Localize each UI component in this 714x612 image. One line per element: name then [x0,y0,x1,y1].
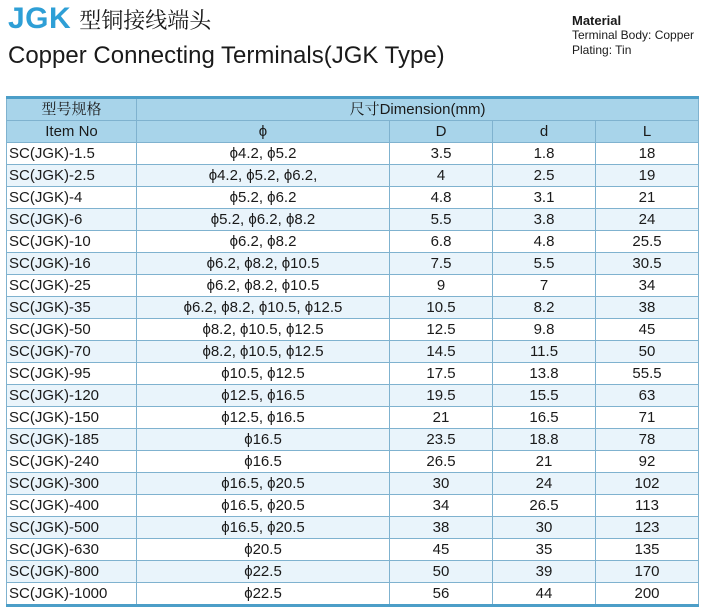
table-row [7,495,699,517]
dimension-header: 尺寸Dimension(mm) [137,98,699,121]
item-cell: SC(JGK)-10 [7,231,137,253]
d-inner-cell: 9.8 [493,319,596,341]
table-row [7,473,699,495]
phi-cell: ϕ6.2, ϕ8.2 [137,231,390,253]
d-outer-cell: 45 [390,539,493,561]
length-cell: 19 [596,165,699,187]
d-inner-cell: 11.5 [493,341,596,363]
item-cell: SC(JGK)-16 [7,253,137,275]
item-cell: SC(JGK)-800 [7,561,137,583]
table-row [7,165,699,187]
d-outer-cell: 34 [390,495,493,517]
phi-cell: ϕ22.5 [137,583,390,606]
length-cell: 21 [596,187,699,209]
item-cell: SC(JGK)-95 [7,363,137,385]
brand-title: JGK [8,2,72,35]
length-cell: 135 [596,539,699,561]
item-header-cn: 型号规格 [7,98,137,121]
table-row [7,451,699,473]
d-inner-cell: 26.5 [493,495,596,517]
d-inner-cell: 13.8 [493,363,596,385]
d-inner-cell: 7 [493,275,596,297]
d-inner-cell: 5.5 [493,253,596,275]
phi-cell: ϕ5.2, ϕ6.2 [137,187,390,209]
d-outer-cell: 5.5 [390,209,493,231]
d-inner-cell: 4.8 [493,231,596,253]
item-cell: SC(JGK)-120 [7,385,137,407]
d-outer-cell: 56 [390,583,493,606]
d-outer-cell: 6.8 [390,231,493,253]
table-row [7,517,699,539]
chinese-title: 型铜接线端头 [79,8,212,33]
d-outer-cell: 30 [390,473,493,495]
d-outer-cell: 21 [390,407,493,429]
d-inner-header: d [493,121,596,143]
d-inner-cell: 1.8 [493,143,596,165]
table-row [7,341,699,363]
item-cell: SC(JGK)-150 [7,407,137,429]
length-cell: 170 [596,561,699,583]
table-row [7,143,699,165]
table-row [7,561,699,583]
table-row [7,583,699,606]
phi-cell: ϕ8.2, ϕ10.5, ϕ12.5 [137,319,390,341]
phi-cell: ϕ12.5, ϕ16.5 [137,385,390,407]
length-cell: 24 [596,209,699,231]
page-title [8,2,211,38]
phi-cell: ϕ4.2, ϕ5.2 [137,143,390,165]
table-row [7,275,699,297]
item-cell: SC(JGK)-240 [7,451,137,473]
d-inner-cell: 39 [493,561,596,583]
phi-cell: ϕ20.5 [137,539,390,561]
d-inner-cell: 16.5 [493,407,596,429]
table-row [7,253,699,275]
item-cell: SC(JGK)-6 [7,209,137,231]
material-heading: Material [572,13,622,28]
length-header: L [596,121,699,143]
spec-table [6,96,699,607]
item-header-en: Item No [7,121,137,143]
phi-cell: ϕ6.2, ϕ8.2, ϕ10.5 [137,253,390,275]
d-inner-cell: 3.1 [493,187,596,209]
item-cell: SC(JGK)-185 [7,429,137,451]
d-inner-cell: 15.5 [493,385,596,407]
phi-cell: ϕ16.5, ϕ20.5 [137,517,390,539]
d-outer-cell: 4.8 [390,187,493,209]
phi-cell: ϕ12.5, ϕ16.5 [137,407,390,429]
d-outer-cell: 3.5 [390,143,493,165]
length-cell: 200 [596,583,699,606]
length-cell: 45 [596,319,699,341]
item-cell: SC(JGK)-500 [7,517,137,539]
phi-cell: ϕ5.2, ϕ6.2, ϕ8.2 [137,209,390,231]
item-cell: SC(JGK)-4 [7,187,137,209]
material-plating: Plating: Tin [572,43,632,57]
d-inner-cell: 35 [493,539,596,561]
table-row [7,187,699,209]
english-subtitle: Copper Connecting Terminals(JGK Type) [8,42,445,69]
d-outer-cell: 10.5 [390,297,493,319]
d-inner-cell: 8.2 [493,297,596,319]
d-outer-cell: 4 [390,165,493,187]
length-cell: 102 [596,473,699,495]
phi-cell: ϕ16.5, ϕ20.5 [137,495,390,517]
item-cell: SC(JGK)-25 [7,275,137,297]
d-outer-cell: 23.5 [390,429,493,451]
d-outer-cell: 26.5 [390,451,493,473]
length-cell: 113 [596,495,699,517]
d-inner-cell: 44 [493,583,596,606]
length-cell: 123 [596,517,699,539]
item-cell: SC(JGK)-50 [7,319,137,341]
d-inner-cell: 18.8 [493,429,596,451]
spec-table-body [7,143,699,606]
d-outer-cell: 38 [390,517,493,539]
d-outer-cell: 9 [390,275,493,297]
item-cell: SC(JGK)-35 [7,297,137,319]
length-cell: 78 [596,429,699,451]
phi-cell: ϕ16.5 [137,451,390,473]
d-inner-cell: 30 [493,517,596,539]
table-row [7,539,699,561]
table-row [7,319,699,341]
phi-header: ϕ [137,121,390,143]
d-inner-cell: 2.5 [493,165,596,187]
length-cell: 63 [596,385,699,407]
phi-cell: ϕ8.2, ϕ10.5, ϕ12.5 [137,341,390,363]
item-cell: SC(JGK)-1000 [7,583,137,606]
table-row [7,231,699,253]
d-inner-cell: 21 [493,451,596,473]
length-cell: 71 [596,407,699,429]
length-cell: 18 [596,143,699,165]
item-cell: SC(JGK)-2.5 [7,165,137,187]
d-outer-cell: 19.5 [390,385,493,407]
length-cell: 50 [596,341,699,363]
phi-cell: ϕ6.2, ϕ8.2, ϕ10.5, ϕ12.5 [137,297,390,319]
item-cell: SC(JGK)-630 [7,539,137,561]
d-outer-cell: 17.5 [390,363,493,385]
table-row [7,363,699,385]
material-info [572,13,694,58]
d-inner-cell: 24 [493,473,596,495]
phi-cell: ϕ4.2, ϕ5.2, ϕ6.2, [137,165,390,187]
length-cell: 25.5 [596,231,699,253]
table-row [7,407,699,429]
item-cell: SC(JGK)-400 [7,495,137,517]
d-outer-cell: 14.5 [390,341,493,363]
length-cell: 38 [596,297,699,319]
d-outer-cell: 12.5 [390,319,493,341]
length-cell: 30.5 [596,253,699,275]
phi-cell: ϕ16.5 [137,429,390,451]
item-cell: SC(JGK)-300 [7,473,137,495]
d-outer-header: D [390,121,493,143]
table-row [7,385,699,407]
item-cell: SC(JGK)-70 [7,341,137,363]
table-row [7,297,699,319]
length-cell: 34 [596,275,699,297]
material-body: Terminal Body: Copper [572,28,695,42]
phi-cell: ϕ10.5, ϕ12.5 [137,363,390,385]
length-cell: 55.5 [596,363,699,385]
d-inner-cell: 3.8 [493,209,596,231]
phi-cell: ϕ22.5 [137,561,390,583]
d-outer-cell: 50 [390,561,493,583]
table-row [7,209,699,231]
phi-cell: ϕ16.5, ϕ20.5 [137,473,390,495]
item-cell: SC(JGK)-1.5 [7,143,137,165]
d-outer-cell: 7.5 [390,253,493,275]
phi-cell: ϕ6.2, ϕ8.2, ϕ10.5 [137,275,390,297]
length-cell: 92 [596,451,699,473]
table-row [7,429,699,451]
